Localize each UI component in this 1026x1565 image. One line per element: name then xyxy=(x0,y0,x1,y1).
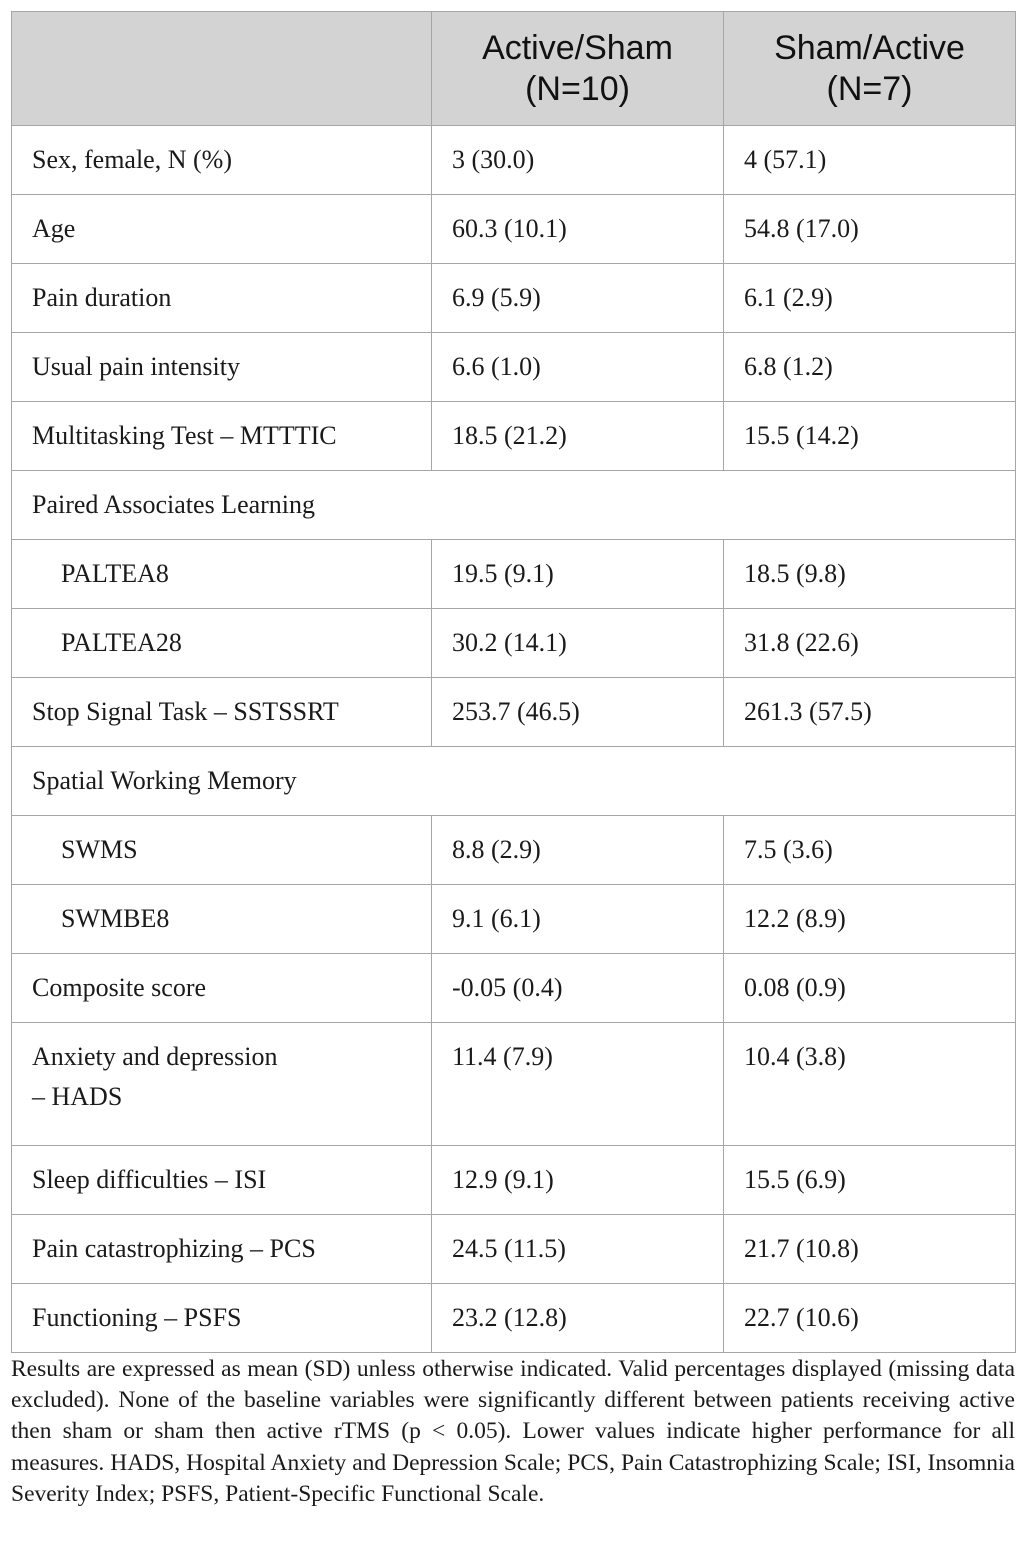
sham-active-value: 10.4 (3.8) xyxy=(724,1023,1016,1146)
table-row xyxy=(12,678,1016,747)
header-active-sham-title: Active/Sham xyxy=(482,28,673,67)
table-row xyxy=(12,402,1016,471)
row-label: PALTEA28 xyxy=(12,609,432,678)
sham-active-value: 6.1 (2.9) xyxy=(724,264,1016,333)
table-row xyxy=(12,954,1016,1023)
row-label: Sleep difficulties – ISI xyxy=(12,1146,432,1215)
row-label: Composite score xyxy=(12,954,432,1023)
row-label: Age xyxy=(12,195,432,264)
sham-active-value: 15.5 (14.2) xyxy=(724,402,1016,471)
active-sham-value: -0.05 (0.4) xyxy=(432,954,724,1023)
sham-active-value: 0.08 (0.9) xyxy=(724,954,1016,1023)
row-label: SWMS xyxy=(12,816,432,885)
baseline-characteristics-table xyxy=(11,11,1016,1353)
table-row xyxy=(12,195,1016,264)
row-label: SWMBE8 xyxy=(12,885,432,954)
section-label: Paired Associates Learning xyxy=(12,471,1016,540)
row-label: Pain duration xyxy=(12,264,432,333)
active-sham-value: 8.8 (2.9) xyxy=(432,816,724,885)
table-row xyxy=(12,1023,1016,1146)
sham-active-value: 15.5 (6.9) xyxy=(724,1146,1016,1215)
header-sham-active xyxy=(724,12,1016,126)
row-label-line-1: Anxiety and depression xyxy=(32,1042,278,1071)
table-row xyxy=(12,264,1016,333)
sham-active-value: 12.2 (8.9) xyxy=(724,885,1016,954)
table-row xyxy=(12,1215,1016,1284)
baseline-characteristics-table-container xyxy=(11,11,1015,1353)
row-label: PALTEA8 xyxy=(12,540,432,609)
active-sham-value: 12.9 (9.1) xyxy=(432,1146,724,1215)
header-row xyxy=(12,12,1016,126)
table-footnote: Results are expressed as mean (SD) unless otherwise indicated. Valid percentages displayed (missing data excluded). None of the baseline variables were significantly different between patients receiving active then sham or sham then active rTMS (p < 0.05). Lower values indicate higher performance for all measures. HADS, Hospital Anxiety and Depression Scale; PCS, Pain Catastrophizing Scale; ISI, Insomnia Severity Index; PSFS, Patient-Specific Functional Scale. xyxy=(11,1356,1015,1507)
table-row xyxy=(12,1284,1016,1353)
active-sham-value: 3 (30.0) xyxy=(432,126,724,195)
table-row xyxy=(12,333,1016,402)
table-row xyxy=(12,609,1016,678)
active-sham-value: 24.5 (11.5) xyxy=(432,1215,724,1284)
header-active-sham-n: (N=10) xyxy=(525,69,630,108)
section-row xyxy=(12,471,1016,540)
table-row xyxy=(12,126,1016,195)
header-sham-active-n: (N=7) xyxy=(826,69,913,108)
table-row xyxy=(12,885,1016,954)
row-label xyxy=(12,1023,432,1146)
active-sham-value: 60.3 (10.1) xyxy=(432,195,724,264)
table-row xyxy=(12,816,1016,885)
header-label-column xyxy=(12,12,432,126)
active-sham-value: 9.1 (6.1) xyxy=(432,885,724,954)
header-sham-active-title: Sham/Active xyxy=(774,28,965,67)
active-sham-value: 6.6 (1.0) xyxy=(432,333,724,402)
active-sham-value: 30.2 (14.1) xyxy=(432,609,724,678)
sham-active-value: 18.5 (9.8) xyxy=(724,540,1016,609)
row-label: Multitasking Test – MTTTIC xyxy=(12,402,432,471)
sham-active-value: 261.3 (57.5) xyxy=(724,678,1016,747)
sham-active-value: 4 (57.1) xyxy=(724,126,1016,195)
sham-active-value: 22.7 (10.6) xyxy=(724,1284,1016,1353)
sham-active-value: 54.8 (17.0) xyxy=(724,195,1016,264)
active-sham-value: 253.7 (46.5) xyxy=(432,678,724,747)
row-label: Functioning – PSFS xyxy=(12,1284,432,1353)
sham-active-value: 7.5 (3.6) xyxy=(724,816,1016,885)
sham-active-value: 6.8 (1.2) xyxy=(724,333,1016,402)
active-sham-value: 11.4 (7.9) xyxy=(432,1023,724,1146)
row-label: Pain catastrophizing – PCS xyxy=(12,1215,432,1284)
active-sham-value: 19.5 (9.1) xyxy=(432,540,724,609)
section-label: Spatial Working Memory xyxy=(12,747,1016,816)
active-sham-value: 6.9 (5.9) xyxy=(432,264,724,333)
row-label: Usual pain intensity xyxy=(12,333,432,402)
table-row xyxy=(12,540,1016,609)
table-row xyxy=(12,1146,1016,1215)
row-label-line-2: – HADS xyxy=(32,1082,123,1111)
sham-active-value: 31.8 (22.6) xyxy=(724,609,1016,678)
row-label: Stop Signal Task – SSTSSRT xyxy=(12,678,432,747)
active-sham-value: 23.2 (12.8) xyxy=(432,1284,724,1353)
section-row xyxy=(12,747,1016,816)
header-active-sham xyxy=(432,12,724,126)
row-label: Sex, female, N (%) xyxy=(12,126,432,195)
active-sham-value: 18.5 (21.2) xyxy=(432,402,724,471)
sham-active-value: 21.7 (10.8) xyxy=(724,1215,1016,1284)
